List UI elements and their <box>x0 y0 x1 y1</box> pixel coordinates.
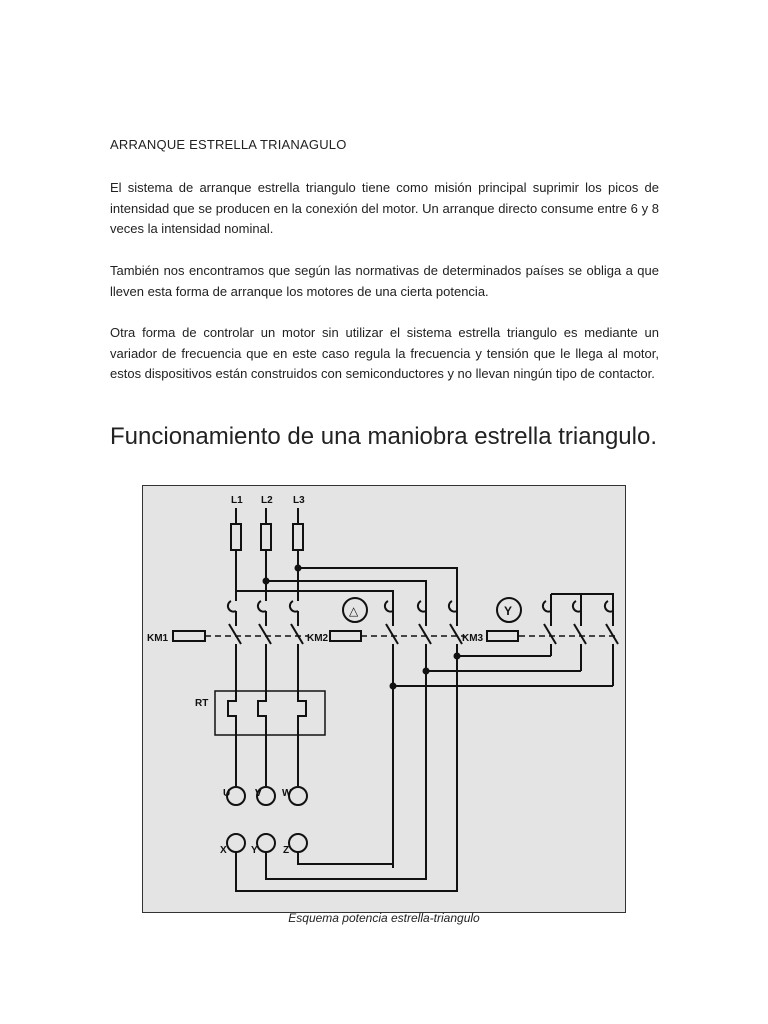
terminal-label-w: W <box>282 788 292 799</box>
star-delta-power-schematic <box>143 486 624 911</box>
terminal-label-y: Y <box>251 845 258 856</box>
terminal-label-z: Z <box>283 845 290 856</box>
line-label-l2: L2 <box>261 495 273 506</box>
paragraph-regulations: También nos encontramos que según las normativas de determinados países se obliga a que lleven esta forma de arranque los motores de una cierta potencia. <box>110 263 659 299</box>
contactor-label-km3: KM3 <box>462 633 484 644</box>
section-title: Funcionamiento de una maniobra estrella triangulo. <box>110 423 657 450</box>
line-label-l3: L3 <box>293 495 305 506</box>
paragraph-frequency-drive: Otra forma de controlar un motor sin utilizar el sistema estrella triangulo es mediante un variador de frecuencia que en este caso regula la frecuencia y tensión que le llega al motor, estos dispositivos están construidos con semiconductores y no llevan ningún tipo de contactor. <box>110 325 659 381</box>
contactor-label-km2: KM2 <box>307 633 329 644</box>
line-label-l1: L1 <box>231 495 243 506</box>
terminal-label-x: X <box>220 845 227 856</box>
terminal-label-v: V <box>255 788 262 799</box>
figure-caption: Esquema potencia estrella-triangulo <box>288 911 480 925</box>
relay-label-rt: RT <box>195 698 209 709</box>
contactor-label-km1: KM1 <box>147 633 169 644</box>
document-heading: ARRANQUE ESTRELLA TRIANAGULO <box>110 137 347 152</box>
wiring-diagram <box>142 485 626 913</box>
paragraph-intro: El sistema de arranque estrella triangulo tiene como misión principal suprimir los picos de intensidad que se producen en la conexión del motor. Un arranque directo consume entre 6 y 8 veces la intensidad nominal. <box>110 180 659 236</box>
star-symbol-icon: Y <box>504 604 513 618</box>
terminal-label-u: U <box>223 788 231 799</box>
delta-symbol-icon: △ <box>349 604 359 618</box>
